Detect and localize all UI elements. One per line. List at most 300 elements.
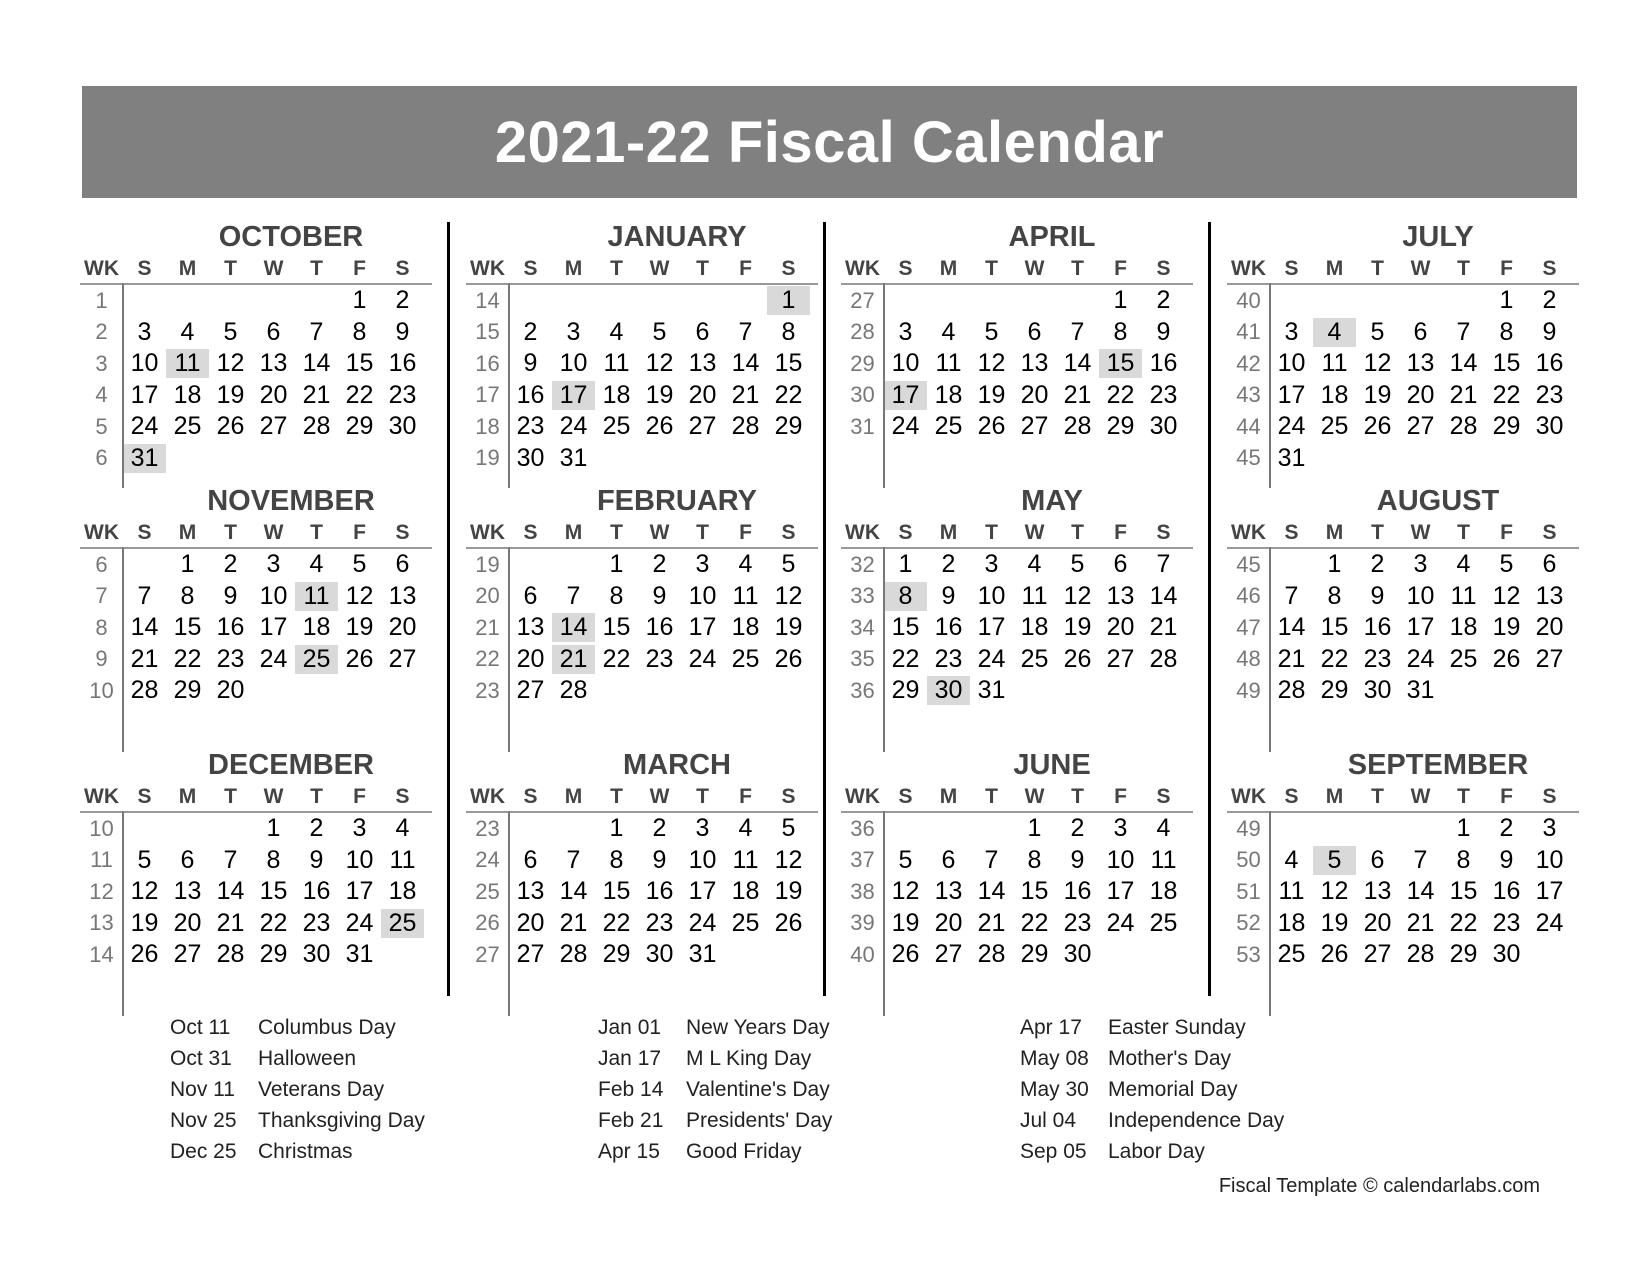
week-number: 21 — [475, 614, 500, 640]
week-number: 36 — [850, 677, 875, 703]
day-cell: 30 — [1363, 676, 1392, 705]
day-cell: 12 — [891, 877, 920, 906]
day-cell: 10 — [1406, 581, 1435, 610]
week-row — [841, 675, 1193, 707]
day-cell: 27 — [1406, 412, 1435, 441]
day-cell: 7 — [1070, 317, 1085, 346]
month-march — [466, 748, 818, 971]
day-cell: 16 — [1535, 349, 1564, 378]
day-cell: 15 — [602, 877, 631, 906]
month-october — [80, 220, 432, 474]
day-cell: 21 — [552, 645, 595, 674]
week-row — [466, 813, 818, 845]
day-cell: 29 — [891, 676, 920, 705]
day-cell: 12 — [1320, 877, 1349, 906]
day-cell: 10 — [130, 349, 159, 378]
day-cell: 4 — [609, 317, 624, 346]
day-cell: 25 — [295, 645, 338, 674]
day-cell: 2 — [309, 814, 324, 843]
holiday-item — [170, 1043, 425, 1074]
week-row — [80, 581, 432, 613]
day-cell: 27 — [259, 412, 288, 441]
weekday-label: M — [1325, 520, 1344, 544]
day-cell: 28 — [559, 676, 588, 705]
day-cell: 21 — [130, 644, 159, 673]
week-row — [80, 876, 432, 908]
month-name: AUGUST — [1376, 485, 1500, 517]
day-cell: 16 — [1363, 613, 1392, 642]
week-row — [80, 644, 432, 676]
day-cell: 26 — [216, 412, 245, 441]
holiday-date: Dec 25 — [170, 1139, 237, 1163]
day-cell: 19 — [130, 908, 159, 937]
day-cell: 16 — [516, 380, 545, 409]
day-cell: 2 — [523, 317, 538, 346]
day-cell: 5 — [898, 845, 913, 874]
week-row — [466, 876, 818, 908]
footer-credit: Fiscal Template © calendarlabs.com — [1218, 1175, 1540, 1197]
day-cell: 5 — [652, 317, 667, 346]
holiday-name: M L King Day — [686, 1046, 812, 1070]
week-number-header: WK — [1231, 520, 1266, 544]
day-cell: 24 — [345, 908, 374, 937]
week-number: 42 — [1236, 350, 1261, 376]
weekday-header — [841, 518, 1193, 549]
day-cell: 25 — [934, 412, 963, 441]
holiday-name: Labor Day — [1108, 1139, 1205, 1163]
week-number: 8 — [95, 614, 108, 640]
weekday-label: W — [649, 520, 670, 544]
week-number: 32 — [850, 551, 875, 577]
weekday-header — [1227, 782, 1579, 813]
week-row — [80, 813, 432, 845]
day-cell: 2 — [1542, 286, 1557, 315]
weekday-label: T — [1457, 520, 1470, 544]
week-row — [841, 876, 1193, 908]
holiday-date: Feb 14 — [598, 1077, 664, 1101]
day-cell: 30 — [1063, 940, 1092, 969]
day-cell: 19 — [345, 613, 374, 642]
holiday-date: Apr 17 — [1020, 1015, 1082, 1039]
day-cell: 19 — [1320, 908, 1349, 937]
week-row — [1227, 549, 1579, 581]
week-column-divider — [1269, 811, 1271, 1016]
day-cell: 29 — [1492, 412, 1521, 441]
day-cell: 12 — [774, 581, 803, 610]
day-cell: 7 — [1456, 317, 1471, 346]
week-number: 5 — [95, 413, 108, 439]
weekday-header — [80, 254, 432, 285]
holiday-item — [1020, 1012, 1284, 1043]
holiday-item — [170, 1136, 425, 1167]
day-cell: 16 — [388, 349, 417, 378]
day-cell: 27 — [1106, 644, 1135, 673]
week-number: 27 — [475, 941, 500, 967]
week-row — [1227, 380, 1579, 412]
day-cell: 28 — [977, 940, 1006, 969]
weekday-label: S — [137, 520, 152, 544]
weekday-header — [841, 782, 1193, 813]
day-cell: 7 — [1156, 550, 1171, 579]
week-number-header: WK — [470, 520, 505, 544]
week-number: 51 — [1236, 878, 1261, 904]
weekday-label: S — [1284, 520, 1299, 544]
day-cell: 13 — [388, 581, 417, 610]
week-number: 14 — [89, 941, 114, 967]
day-cell: 7 — [137, 581, 152, 610]
weekday-label: T — [610, 520, 623, 544]
day-cell: 20 — [216, 676, 245, 705]
week-row — [841, 612, 1193, 644]
month-november — [80, 484, 432, 707]
day-cell: 18 — [602, 380, 631, 409]
day-cell: 11 — [1321, 349, 1348, 378]
week-row — [466, 845, 818, 877]
weekday-label: W — [1410, 520, 1431, 544]
holiday-item — [1020, 1074, 1284, 1105]
week-row — [80, 380, 432, 412]
weekday-label: M — [939, 520, 958, 544]
day-cell: 7 — [566, 845, 581, 874]
weekday-label: F — [1500, 256, 1513, 280]
day-cell: 7 — [738, 317, 753, 346]
day-cell: 29 — [345, 412, 374, 441]
month-grid — [841, 782, 1193, 971]
day-cell: 1 — [266, 814, 281, 843]
month-may — [841, 484, 1193, 707]
day-cell: 30 — [1492, 940, 1521, 969]
day-cell: 21 — [731, 380, 760, 409]
day-cell: 8 — [1027, 845, 1042, 874]
week-number: 9 — [95, 646, 108, 672]
day-cell: 15 — [891, 613, 920, 642]
week-number: 3 — [95, 350, 108, 376]
day-cell: 8 — [1327, 581, 1342, 610]
day-cell: 18 — [1277, 908, 1306, 937]
day-cell: 11 — [732, 581, 759, 610]
week-row — [841, 285, 1193, 317]
weekday-label: M — [564, 520, 583, 544]
weekday-label: W — [263, 784, 284, 808]
day-cell: 3 — [566, 317, 581, 346]
day-cell: 17 — [345, 877, 374, 906]
week-column-divider — [1269, 547, 1271, 752]
day-cell: 12 — [1492, 581, 1521, 610]
weekday-label: W — [1410, 256, 1431, 280]
day-cell: 8 — [180, 581, 195, 610]
holiday-name: Veterans Day — [258, 1077, 385, 1101]
day-cell: 18 — [388, 877, 417, 906]
month-grid — [80, 254, 432, 474]
day-cell: 19 — [774, 613, 803, 642]
day-cell: 4 — [738, 814, 753, 843]
day-cell: 4 — [1313, 318, 1356, 347]
day-cell: 10 — [259, 581, 288, 610]
day-cell: 23 — [516, 412, 545, 441]
day-cell: 22 — [1106, 380, 1135, 409]
week-column-divider — [122, 283, 124, 488]
week-number: 23 — [475, 815, 500, 841]
day-cell: 14 — [731, 349, 760, 378]
month-grid — [841, 254, 1193, 443]
day-cell: 27 — [388, 644, 417, 673]
day-cell: 1 — [1456, 814, 1471, 843]
day-cell: 22 — [1320, 644, 1349, 673]
day-cell: 10 — [1535, 845, 1564, 874]
day-cell: 5 — [137, 845, 152, 874]
day-cell: 29 — [1106, 412, 1135, 441]
weekday-label: W — [649, 256, 670, 280]
weekday-label: S — [1284, 784, 1299, 808]
month-name: MAY — [1021, 485, 1083, 517]
weekday-label: T — [610, 784, 623, 808]
month-name: MARCH — [623, 749, 731, 781]
day-cell: 13 — [259, 349, 288, 378]
day-cell: 25 — [1320, 412, 1349, 441]
day-cell: 6 — [1413, 317, 1428, 346]
day-cell: 14 — [1406, 877, 1435, 906]
holiday-date: Feb 21 — [598, 1108, 664, 1132]
month-grid — [1227, 782, 1579, 971]
day-cell: 8 — [1113, 317, 1128, 346]
holiday-group — [598, 1012, 832, 1167]
day-cell: 3 — [898, 317, 913, 346]
day-cell: 4 — [1156, 814, 1171, 843]
week-number-header: WK — [1231, 256, 1266, 280]
weekday-label: S — [1542, 520, 1557, 544]
day-cell: 10 — [345, 845, 374, 874]
week-row — [1227, 443, 1579, 475]
weekday-label: T — [985, 256, 998, 280]
weekday-label: T — [1071, 256, 1084, 280]
weekday-label: F — [353, 784, 366, 808]
month-april — [841, 220, 1193, 443]
weekday-header — [80, 518, 432, 549]
day-cell: 30 — [927, 676, 970, 705]
month-grid — [841, 518, 1193, 707]
month-grid — [466, 518, 818, 707]
week-row — [466, 443, 818, 475]
day-cell: 4 — [1456, 550, 1471, 579]
day-cell: 10 — [891, 349, 920, 378]
month-august — [1227, 484, 1579, 707]
day-cell: 18 — [934, 380, 963, 409]
week-number: 45 — [1236, 551, 1261, 577]
weekday-label: S — [1542, 256, 1557, 280]
day-cell: 17 — [977, 613, 1006, 642]
weekday-label: M — [939, 784, 958, 808]
weekday-label: W — [263, 520, 284, 544]
day-cell: 26 — [1492, 644, 1521, 673]
week-row — [466, 644, 818, 676]
week-row — [466, 411, 818, 443]
weekday-label: S — [781, 784, 796, 808]
day-cell: 12 — [774, 845, 803, 874]
month-july — [1227, 220, 1579, 474]
day-cell: 5 — [1370, 317, 1385, 346]
day-cell: 15 — [345, 349, 374, 378]
holiday-date: Jul 04 — [1020, 1108, 1077, 1132]
holiday-date: Nov 11 — [170, 1077, 235, 1101]
week-number: 45 — [1236, 445, 1261, 471]
day-cell: 18 — [1149, 877, 1178, 906]
holiday-name: Memorial Day — [1108, 1077, 1238, 1101]
week-number: 40 — [850, 941, 875, 967]
day-cell: 20 — [259, 380, 288, 409]
holiday-item — [170, 1012, 425, 1043]
day-cell: 16 — [1149, 349, 1178, 378]
day-cell: 21 — [1277, 644, 1306, 673]
day-cell: 24 — [1535, 908, 1564, 937]
day-cell: 15 — [1020, 877, 1049, 906]
day-cell: 20 — [173, 908, 202, 937]
week-row — [466, 612, 818, 644]
weekday-label: S — [781, 520, 796, 544]
day-cell: 28 — [731, 412, 760, 441]
month-name: FEBRUARY — [596, 485, 758, 517]
day-cell: 9 — [1499, 845, 1514, 874]
day-cell: 18 — [1449, 613, 1478, 642]
day-cell: 15 — [602, 613, 631, 642]
weekday-label: T — [224, 520, 237, 544]
day-cell: 28 — [302, 412, 331, 441]
day-cell: 28 — [216, 940, 245, 969]
holiday-date: May 30 — [1020, 1077, 1089, 1101]
day-cell: 3 — [984, 550, 999, 579]
month-grid — [80, 782, 432, 971]
week-row — [841, 380, 1193, 412]
weekday-label: T — [696, 520, 709, 544]
day-cell: 27 — [516, 676, 545, 705]
weekday-header — [80, 782, 432, 813]
week-number: 43 — [1236, 382, 1261, 408]
day-cell: 11 — [1021, 581, 1048, 610]
holiday-name: Independence Day — [1108, 1108, 1285, 1132]
weekday-label: T — [1071, 520, 1084, 544]
day-cell: 1 — [1113, 286, 1128, 315]
day-cell: 13 — [1363, 877, 1392, 906]
day-cell: 23 — [388, 380, 417, 409]
weekday-label: T — [1071, 784, 1084, 808]
week-number: 24 — [475, 847, 500, 873]
week-row — [1227, 644, 1579, 676]
day-cell: 8 — [1456, 845, 1471, 874]
day-cell: 21 — [302, 380, 331, 409]
day-cell: 30 — [1535, 412, 1564, 441]
week-column-divider — [883, 283, 885, 488]
day-cell: 25 — [173, 412, 202, 441]
holiday-item — [598, 1012, 832, 1043]
day-cell: 4 — [180, 317, 195, 346]
day-cell: 5 — [781, 550, 796, 579]
day-cell: 7 — [1413, 845, 1428, 874]
weekday-label: F — [739, 784, 752, 808]
day-cell: 26 — [130, 940, 159, 969]
holiday-name: Easter Sunday — [1108, 1015, 1246, 1039]
holiday-date: Nov 25 — [170, 1108, 237, 1132]
day-cell: 6 — [523, 845, 538, 874]
week-number: 14 — [475, 287, 500, 313]
day-cell: 11 — [603, 349, 630, 378]
week-column-divider — [122, 547, 124, 752]
day-cell: 11 — [389, 845, 416, 874]
day-cell: 29 — [259, 940, 288, 969]
weekday-label: F — [353, 520, 366, 544]
week-row — [80, 845, 432, 877]
week-column-divider — [508, 283, 510, 488]
holiday-name: Columbus Day — [258, 1015, 396, 1039]
holiday-date: Oct 31 — [170, 1046, 232, 1070]
day-cell: 2 — [1499, 814, 1514, 843]
week-row — [80, 285, 432, 317]
weekday-label: T — [985, 520, 998, 544]
week-number: 6 — [95, 445, 108, 471]
day-cell: 13 — [516, 613, 545, 642]
column-separator — [1208, 222, 1211, 996]
weekday-label: M — [1325, 784, 1344, 808]
day-cell: 27 — [173, 940, 202, 969]
day-cell: 11 — [1450, 581, 1477, 610]
day-cell: 14 — [1063, 349, 1092, 378]
week-row — [466, 348, 818, 380]
week-number: 47 — [1236, 614, 1261, 640]
day-cell: 16 — [1063, 877, 1092, 906]
month-name: JULY — [1402, 221, 1474, 253]
week-row — [1227, 581, 1579, 613]
day-cell: 22 — [345, 380, 374, 409]
day-cell: 11 — [166, 349, 209, 378]
holiday-name: Thanksgiving Day — [258, 1108, 425, 1132]
day-cell: 27 — [1535, 644, 1564, 673]
day-cell: 13 — [1020, 349, 1049, 378]
week-row — [466, 380, 818, 412]
week-row — [466, 549, 818, 581]
day-cell: 15 — [774, 349, 803, 378]
day-cell: 6 — [1113, 550, 1128, 579]
week-column-divider — [1269, 283, 1271, 488]
day-cell: 23 — [302, 908, 331, 937]
weekday-label: M — [564, 784, 583, 808]
week-row — [1227, 317, 1579, 349]
day-cell: 4 — [738, 550, 753, 579]
holiday-item — [1020, 1136, 1284, 1167]
day-cell: 8 — [266, 845, 281, 874]
weekday-header — [466, 254, 818, 285]
month-name: NOVEMBER — [207, 485, 375, 517]
day-cell: 19 — [216, 380, 245, 409]
week-row — [841, 317, 1193, 349]
weekday-label: M — [939, 256, 958, 280]
day-cell: 3 — [695, 814, 710, 843]
week-row — [841, 845, 1193, 877]
weekday-label: M — [1325, 256, 1344, 280]
day-cell: 21 — [977, 908, 1006, 937]
day-cell: 17 — [688, 613, 717, 642]
weekday-label: F — [1114, 256, 1127, 280]
week-number: 33 — [850, 583, 875, 609]
day-cell: 10 — [1106, 845, 1135, 874]
day-cell: 9 — [395, 317, 410, 346]
week-number: 15 — [475, 319, 500, 345]
week-number: 30 — [850, 382, 875, 408]
month-name: APRIL — [1008, 221, 1096, 253]
weekday-label: S — [395, 520, 410, 544]
day-cell: 7 — [309, 317, 324, 346]
week-number: 50 — [1236, 847, 1261, 873]
day-cell: 14 — [130, 613, 159, 642]
week-number: 13 — [89, 910, 114, 936]
holiday-item — [598, 1074, 832, 1105]
